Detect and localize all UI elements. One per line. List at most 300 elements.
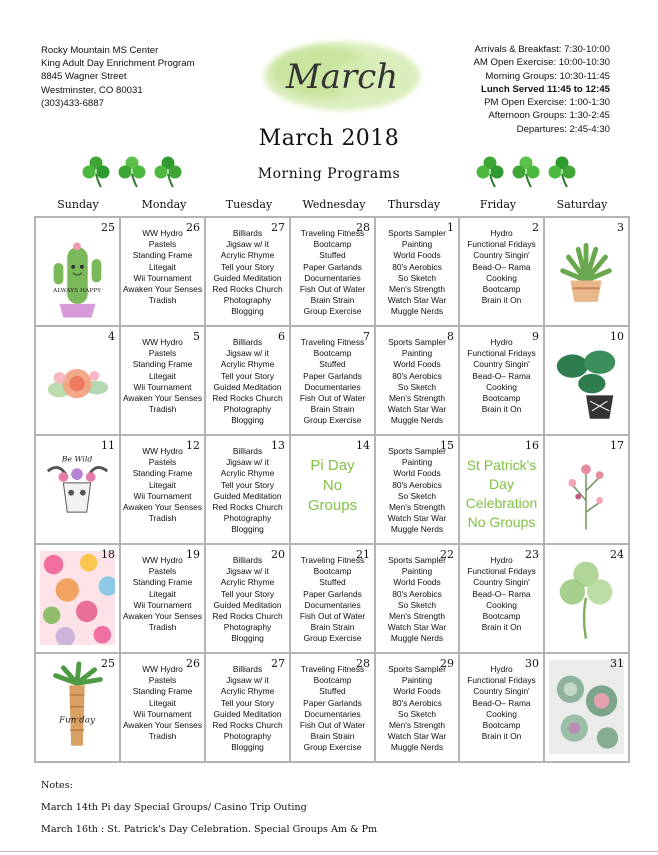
activity-item: Tradish xyxy=(148,622,177,633)
activity-item: Pi Day xyxy=(310,457,355,474)
date-number: 6 xyxy=(278,330,285,343)
activity-item: Acrylic Rhyme xyxy=(220,250,275,261)
activity-item: Red Rocks Church xyxy=(212,502,283,513)
activity-item: Documentaries xyxy=(304,599,361,610)
activity-item: Acrylic Rhyme xyxy=(220,468,275,479)
schedule-afternoon-groups: Afternoon Groups: 1:30-2:45 xyxy=(488,110,610,122)
date-number: 16 xyxy=(525,439,539,452)
activity-item: So Sketch xyxy=(397,381,437,392)
activity-item: Sports Sampler xyxy=(388,555,446,565)
date-number: 14 xyxy=(356,439,370,452)
activity-item: Group Exercise xyxy=(303,306,362,317)
activity-item: Wii Tournament xyxy=(133,381,192,392)
date-number: 31 xyxy=(610,657,624,670)
date-number: 27 xyxy=(271,657,285,670)
schedule-morning-groups: Morning Groups: 10:30-11:45 xyxy=(485,70,610,82)
day-header-thursday: Thursday xyxy=(387,198,441,211)
activity-item: Brain Strain xyxy=(310,622,355,633)
shamrock-icon xyxy=(83,157,110,188)
shamrock-icon xyxy=(513,157,540,188)
activity-item: Wii Tournament xyxy=(133,272,192,283)
activity-item: Traveling Fitness xyxy=(300,337,365,347)
day-cell xyxy=(375,326,459,435)
calendar-week xyxy=(35,326,629,435)
activity-item: Cooking xyxy=(486,381,517,392)
phone-number: (303)433-6887 xyxy=(41,97,104,109)
activity-item: Jigsaw w/ it xyxy=(226,566,269,577)
activity-item: Photography xyxy=(223,295,272,306)
activity-item: Standing Frame xyxy=(132,577,193,588)
date-number: 30 xyxy=(525,657,539,670)
day-header-friday: Friday xyxy=(479,198,517,211)
date-number: 24 xyxy=(610,548,624,561)
activity-item: Tradish xyxy=(148,513,177,524)
be-wild-text: Be Wild xyxy=(61,454,93,464)
day-cell xyxy=(459,544,544,653)
activity-item: Jigsaw w/ it xyxy=(226,675,269,686)
activity-item: Tell your Story xyxy=(220,261,275,272)
activity-item: Paper Garlands xyxy=(303,261,362,272)
activity-item: Litegait xyxy=(148,370,176,381)
activity-item: 80's Aerobics xyxy=(392,588,442,599)
activity-item: Blogging xyxy=(231,306,264,317)
day-cell xyxy=(375,653,459,762)
activity-item: Documentaries xyxy=(304,381,361,392)
activity-item: Standing Frame xyxy=(132,359,193,370)
activity-item: Red Rocks Church xyxy=(212,393,283,404)
activity-item: Sports Sampler xyxy=(388,446,446,456)
activity-item: Functional Fridays xyxy=(467,675,536,686)
schedule-arrivals: Arrivals & Breakfast: 7:30-10:00 xyxy=(474,44,610,55)
activity-item: Tell your Story xyxy=(220,697,275,708)
activity-item: Bead-O– Rama xyxy=(472,697,531,708)
activity-item: Bootcamp xyxy=(313,239,352,250)
activity-item: Day xyxy=(489,476,514,492)
day-header-wednesday: Wednesday xyxy=(302,198,366,211)
activity-item: So Sketch xyxy=(397,490,437,501)
activity-item: Billiards xyxy=(232,228,263,238)
activity-item: Documentaries xyxy=(304,272,361,283)
activity-item: Hydro xyxy=(490,555,513,565)
day-cell xyxy=(459,326,544,435)
activity-item: Brain it On xyxy=(481,622,522,633)
activity-item: Red Rocks Church xyxy=(212,284,283,295)
cactus-always-happy-image xyxy=(40,224,115,318)
activity-item: Cooking xyxy=(486,599,517,610)
date-number: 7 xyxy=(363,330,370,343)
day-cell xyxy=(35,326,120,435)
activity-item: Men's Strength xyxy=(388,393,446,404)
day-cell xyxy=(544,326,629,435)
day-cell xyxy=(35,653,120,762)
activity-list xyxy=(460,218,543,306)
activity-list xyxy=(376,218,458,318)
date-number: 22 xyxy=(440,548,454,561)
activity-item: Sports Sampler xyxy=(388,664,446,674)
day-cell xyxy=(35,435,120,544)
day-cell xyxy=(120,653,205,762)
date-number: 10 xyxy=(610,330,624,343)
activity-item: Awaken Your Senses xyxy=(123,720,203,731)
activity-item: Billiards xyxy=(232,664,263,674)
march-banner xyxy=(262,36,422,116)
activity-item: So Sketch xyxy=(397,272,437,283)
day-cell xyxy=(290,326,375,435)
activity-item: Litegait xyxy=(148,588,176,599)
activity-item: Watch Star War xyxy=(387,513,447,524)
page-divider xyxy=(0,851,658,852)
activity-item: Sports Sampler xyxy=(388,337,446,347)
shamrock-painting-image xyxy=(549,551,624,645)
activity-item: Watch Star War xyxy=(387,731,447,742)
activity-item: Guided Meditation xyxy=(213,490,282,501)
activity-item: Men's Strength xyxy=(388,720,446,731)
day-cell xyxy=(544,653,629,762)
activity-item: Men's Strength xyxy=(388,611,446,622)
day-cell xyxy=(205,326,290,435)
page-title: March 2018 xyxy=(258,126,400,151)
activity-item: Brain Strain xyxy=(310,404,355,415)
day-cell xyxy=(290,544,375,653)
activity-item: Pastels xyxy=(148,239,177,250)
activity-item: World Foods xyxy=(393,577,441,588)
activity-item: Acrylic Rhyme xyxy=(220,359,275,370)
activity-item: Photography xyxy=(223,513,272,524)
schedule-pm-exercise: PM Open Exercise: 1:00-1:30 xyxy=(484,97,610,109)
day-cell xyxy=(120,435,205,544)
activity-item: Photography xyxy=(223,622,272,633)
banner-text: March xyxy=(285,57,399,97)
activity-item: Sports Sampler xyxy=(388,228,446,238)
date-number: 26 xyxy=(186,657,200,670)
activity-item: Acrylic Rhyme xyxy=(220,686,275,697)
calendar-week xyxy=(35,653,629,762)
activity-item: Bootcamp xyxy=(313,348,352,359)
date-number: 28 xyxy=(356,221,370,234)
activity-item: Billiards xyxy=(232,337,263,347)
activity-item: Standing Frame xyxy=(132,686,193,697)
activity-item: Brain it On xyxy=(481,731,522,742)
day-header-sunday: Sunday xyxy=(57,198,99,211)
floral-pattern-image xyxy=(40,551,115,645)
date-number: 8 xyxy=(447,330,454,343)
activity-item: Fish Out of Water xyxy=(299,284,366,295)
activity-item: Jigsaw w/ it xyxy=(226,239,269,250)
activity-item: Stuffed xyxy=(319,359,346,370)
activity-item: Fish Out of Water xyxy=(299,393,366,404)
activity-item: 80's Aerobics xyxy=(392,370,442,381)
activity-item: Bootcamp xyxy=(313,566,352,577)
activity-item: Cooking xyxy=(486,708,517,719)
activity-item: Painting xyxy=(401,348,433,359)
day-cell xyxy=(375,544,459,653)
activity-item: 80's Aerobics xyxy=(392,697,442,708)
date-number: 27 xyxy=(271,221,285,234)
activity-item: Muggle Nerds xyxy=(390,742,444,753)
date-number: 15 xyxy=(440,439,454,452)
activity-item: Litegait xyxy=(148,261,176,272)
activity-item: Awaken Your Senses xyxy=(123,502,203,513)
activity-item: Blogging xyxy=(231,633,264,644)
activity-item: Guided Meditation xyxy=(213,381,282,392)
activity-item: Celebration xyxy=(465,495,538,511)
activity-item: Jigsaw w/ it xyxy=(226,457,269,468)
note-pi-day: March 14th Pi day Special Groups/ Casino Trip Outing xyxy=(41,802,307,813)
flower-sprig-image xyxy=(549,442,624,536)
day-cell xyxy=(120,326,205,435)
activity-item: WW Hydro xyxy=(142,446,183,456)
activity-item: St Patrick's xyxy=(466,457,537,473)
date-number: 12 xyxy=(186,439,200,452)
day-cell xyxy=(544,544,629,653)
activity-item: Blogging xyxy=(231,742,264,753)
center-name: Rocky Mountain MS Center xyxy=(41,45,159,56)
activity-item: Photography xyxy=(223,404,272,415)
date-number: 1 xyxy=(447,221,454,234)
day-header-tuesday: Tuesday xyxy=(225,198,273,211)
day-cell xyxy=(290,435,375,544)
day-cell xyxy=(375,217,459,326)
date-number: 21 xyxy=(356,548,370,561)
day-cell xyxy=(35,217,120,326)
activity-item: WW Hydro xyxy=(142,337,183,347)
activity-item: Pastels xyxy=(148,348,177,359)
activity-item: Country Singin' xyxy=(473,250,530,261)
activity-item: 80's Aerobics xyxy=(392,479,442,490)
activity-item: Pastels xyxy=(148,457,177,468)
date-number: 13 xyxy=(271,439,285,452)
activity-item: Bootcamp xyxy=(482,720,521,731)
activity-item: Country Singin' xyxy=(473,577,530,588)
activity-item: Fish Out of Water xyxy=(299,720,366,731)
activity-item: 80's Aerobics xyxy=(392,261,442,272)
activity-item: Functional Fridays xyxy=(467,239,536,250)
day-cell xyxy=(544,217,629,326)
date-number: 20 xyxy=(271,548,285,561)
date-number: 3 xyxy=(617,221,624,234)
activity-item: Paper Garlands xyxy=(303,697,362,708)
date-number: 5 xyxy=(193,330,200,343)
activity-item: Wii Tournament xyxy=(133,490,192,501)
activity-item: Photography xyxy=(223,731,272,742)
activity-item: Bead-O– Rama xyxy=(472,370,531,381)
date-number: 17 xyxy=(610,439,624,452)
calendar-grid xyxy=(34,216,630,763)
date-number: 4 xyxy=(108,330,115,343)
activity-item: Bootcamp xyxy=(482,284,521,295)
schedule-departures: Departures: 2:45-4:30 xyxy=(516,123,610,135)
activity-item: Litegait xyxy=(148,697,176,708)
activity-item: Functional Fridays xyxy=(467,566,536,577)
date-number: 26 xyxy=(186,221,200,234)
activity-item: Muggle Nerds xyxy=(390,306,444,317)
daily-schedule xyxy=(473,43,610,136)
activity-item: Fish Out of Water xyxy=(299,611,366,622)
activity-list xyxy=(460,327,543,415)
day-cell xyxy=(120,217,205,326)
activity-item: Watch Star War xyxy=(387,622,447,633)
street-address: 8845 Wagner Street xyxy=(41,71,127,83)
date-number: 18 xyxy=(101,548,115,561)
calendar-week xyxy=(35,217,629,326)
activity-item: Muggle Nerds xyxy=(390,524,444,535)
activity-item: Wii Tournament xyxy=(133,599,192,610)
activity-item: Tell your Story xyxy=(220,479,275,490)
activity-list xyxy=(206,327,289,427)
activity-item: Pastels xyxy=(148,675,177,686)
activity-item: Painting xyxy=(401,457,433,468)
activity-item: So Sketch xyxy=(397,599,437,610)
monstera-pot-image xyxy=(549,333,624,427)
activity-item: Litegait xyxy=(148,479,176,490)
activity-item: Muggle Nerds xyxy=(390,633,444,644)
activity-item: Documentaries xyxy=(304,708,361,719)
activity-item: Pastels xyxy=(148,566,177,577)
activity-item: Guided Meditation xyxy=(213,708,282,719)
day-cell xyxy=(459,217,544,326)
activity-item: Hydro xyxy=(490,228,513,238)
activity-item: Guided Meditation xyxy=(213,272,282,283)
day-cell xyxy=(205,653,290,762)
activity-item: Wii Tournament xyxy=(133,708,192,719)
activity-item: Blogging xyxy=(231,415,264,426)
activity-item: WW Hydro xyxy=(142,664,183,674)
day-header-monday: Monday xyxy=(141,198,187,211)
activity-item: Hydro xyxy=(490,664,513,674)
activity-item: Bootcamp xyxy=(482,393,521,404)
day-cell xyxy=(290,217,375,326)
activity-item: Traveling Fitness xyxy=(300,555,365,565)
activity-item: Group Exercise xyxy=(303,633,362,644)
activity-list xyxy=(376,327,458,427)
city-state-zip: Westminster, CO 80031 xyxy=(41,84,143,96)
activity-item: Functional Fridays xyxy=(467,348,536,359)
activity-item: Tradish xyxy=(148,731,177,742)
day-cell xyxy=(459,653,544,762)
day-cell xyxy=(205,217,290,326)
date-number: 2 xyxy=(532,221,539,234)
always-happy-text: ALWAYS HAPPY xyxy=(53,288,101,295)
potted-plant-image xyxy=(549,224,624,318)
activity-item: Painting xyxy=(401,239,433,250)
activity-item: Watch Star War xyxy=(387,404,447,415)
activity-item: WW Hydro xyxy=(142,555,183,565)
activity-item: Bootcamp xyxy=(482,611,521,622)
activity-item: Awaken Your Senses xyxy=(123,611,203,622)
activity-item: Bead-O– Rama xyxy=(472,261,531,272)
activity-item: World Foods xyxy=(393,468,441,479)
activity-item: Red Rocks Church xyxy=(212,720,283,731)
shamrock-icon xyxy=(549,157,576,188)
activity-item: Traveling Fitness xyxy=(300,664,365,674)
fun-day-text: Fun day xyxy=(59,715,95,726)
activity-item: Guided Meditation xyxy=(213,599,282,610)
date-number: 25 xyxy=(101,221,115,234)
activity-item: Billiards xyxy=(232,555,263,565)
shamrock-icon xyxy=(155,157,182,188)
activity-item: Stuffed xyxy=(319,250,346,261)
shamrock-icons-left xyxy=(78,150,188,190)
schedule-am-exercise: AM Open Exercise: 10:00-10:30 xyxy=(473,57,610,69)
activity-item: Muggle Nerds xyxy=(390,415,444,426)
note-st-patricks: March 16th : St. Patrick's Day Celebration. Special Groups Am & Pm xyxy=(41,824,378,835)
activity-item: WW Hydro xyxy=(142,228,183,238)
activity-list xyxy=(291,327,374,427)
activity-item: Bead-O– Rama xyxy=(472,588,531,599)
activity-item: Brain it On xyxy=(481,404,522,415)
activity-item: Traveling Fitness xyxy=(300,228,365,238)
activity-item: No Groups xyxy=(467,514,536,530)
day-cell xyxy=(459,435,544,544)
activity-item: Paper Garlands xyxy=(303,588,362,599)
activity-item: Tell your Story xyxy=(220,370,275,381)
date-number: 25 xyxy=(101,657,115,670)
activity-item: Tell your Story xyxy=(220,588,275,599)
be-wild-skull-image xyxy=(40,442,115,536)
date-number: 11 xyxy=(101,439,115,452)
shamrock-icons-right xyxy=(472,150,582,190)
activity-item: Jigsaw w/ it xyxy=(226,348,269,359)
day-cell xyxy=(205,435,290,544)
activity-item: Painting xyxy=(401,675,433,686)
activity-item: Groups xyxy=(307,497,358,514)
activity-item: Brain Strain xyxy=(310,295,355,306)
date-number: 9 xyxy=(532,330,539,343)
date-number: 28 xyxy=(356,657,370,670)
activity-item: Brain Strain xyxy=(310,731,355,742)
activity-item: Country Singin' xyxy=(473,359,530,370)
activity-item: World Foods xyxy=(393,359,441,370)
day-cell xyxy=(290,653,375,762)
notes-label: Notes: xyxy=(41,780,73,791)
shamrock-icon xyxy=(119,157,146,188)
activity-item: Country Singin' xyxy=(473,686,530,697)
calendar-week xyxy=(35,435,629,544)
activity-item: Group Exercise xyxy=(303,742,362,753)
day-header-saturday: Saturday xyxy=(556,198,608,211)
activity-item: Blogging xyxy=(231,524,264,535)
activity-item: Painting xyxy=(401,566,433,577)
activity-item: Standing Frame xyxy=(132,468,193,479)
fun-day-palm-image xyxy=(40,660,115,754)
activity-item: Group Exercise xyxy=(303,415,362,426)
activity-item: Watch Star War xyxy=(387,295,447,306)
activity-item: Stuffed xyxy=(319,577,346,588)
activity-item: Bootcamp xyxy=(313,675,352,686)
watercolor-roses-image xyxy=(40,333,115,427)
schedule-lunch: Lunch Served 11:45 to 12:45 xyxy=(480,83,610,95)
activity-item: Awaken Your Senses xyxy=(123,393,203,404)
activity-item: Men's Strength xyxy=(388,502,446,513)
day-cell xyxy=(375,435,459,544)
activity-item: Awaken Your Senses xyxy=(123,284,203,295)
date-number: 29 xyxy=(440,657,454,670)
activity-item: Stuffed xyxy=(319,686,346,697)
activity-item: Tradish xyxy=(148,404,177,415)
page-subtitle: Morning Programs xyxy=(257,166,401,182)
activity-item: Paper Garlands xyxy=(303,370,362,381)
activity-item: World Foods xyxy=(393,686,441,697)
activity-item: Cooking xyxy=(486,272,517,283)
activity-item: Tradish xyxy=(148,295,177,306)
activity-item: Hydro xyxy=(490,337,513,347)
activity-item: So Sketch xyxy=(397,708,437,719)
activity-item: Men's Strength xyxy=(388,284,446,295)
activity-list xyxy=(121,327,204,415)
date-number: 19 xyxy=(186,548,200,561)
activity-item: Brain it On xyxy=(481,295,522,306)
calendar-week xyxy=(35,544,629,653)
